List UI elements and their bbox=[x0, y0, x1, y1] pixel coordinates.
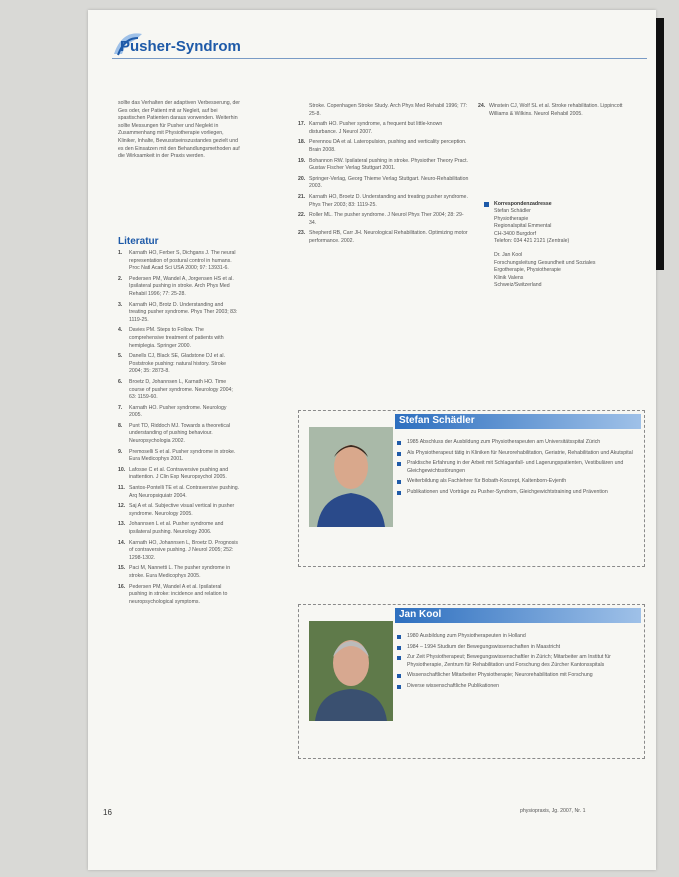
bio-item bbox=[397, 654, 637, 669]
address-line: CH-3400 Burgdorf bbox=[494, 230, 537, 237]
reference-text: Karnath HO, Ferber S, Dichgans J. The neural representation of postural control in humans. Proc Natl Acad Sci USA 2000; 97: 13931-6. bbox=[129, 250, 236, 272]
author-box-kool bbox=[298, 604, 645, 759]
reference-item bbox=[118, 302, 240, 325]
reference-item bbox=[478, 103, 628, 118]
bio-item bbox=[397, 683, 637, 691]
bio-item bbox=[397, 489, 637, 497]
bio-item bbox=[397, 439, 637, 447]
bio-item-text: 1985 Abschluss der Ausbildung zum Physiotherapeuten am Universitätsspital Zürich bbox=[407, 439, 601, 445]
reference-number: 14. bbox=[118, 539, 126, 546]
reference-number: 17. bbox=[298, 121, 306, 128]
reference-number: 9. bbox=[118, 448, 123, 455]
bio-item-text: Weiterbildung als Fachlehrer für Bobath-Konzept, Kaltenborn-Evjenth bbox=[407, 478, 567, 485]
bullet-square-icon bbox=[397, 646, 401, 650]
reference-item bbox=[118, 379, 240, 402]
bio-item-text: Diverse wissenschaftliche Publikationen bbox=[407, 682, 499, 689]
bullet-square-icon bbox=[397, 480, 401, 484]
reference-number: 4. bbox=[118, 327, 123, 334]
reference-item bbox=[298, 103, 470, 118]
bio-item-text: 1984 – 1994 Studium der Bewegungswissenschaften in Maastricht bbox=[407, 643, 561, 650]
reference-text: Punt TD, Riddoch MJ. Towards a theoretical understanding of pushing behaviour. Neuropsychologia 2002. bbox=[129, 422, 231, 445]
reference-item bbox=[298, 230, 470, 245]
author-name: Stefan Schädler bbox=[399, 415, 475, 426]
reference-number: 18. bbox=[298, 139, 306, 146]
reference-text: Springer-Verlag, Georg Thieme Verlag Stuttgart. Neuro-Rehabilitation 2003. bbox=[309, 175, 469, 190]
bullet-square-icon bbox=[397, 656, 401, 660]
reference-text: Broetz D, Johannsen L, Karnath HO. Time course of pusher syndrome. Neurology 2004; 63: 1159-60. bbox=[129, 378, 233, 401]
reference-item bbox=[298, 176, 470, 191]
reference-text: Davies PM. Steps to Follow. The comprehensive treatment of patients with hemiplegia. Springer 2000. bbox=[129, 327, 224, 349]
reference-number: 7. bbox=[118, 404, 123, 411]
page-number: 16 bbox=[103, 808, 112, 817]
address-line: Forschungsleitung Gesundheit und Soziales bbox=[494, 259, 596, 266]
reference-number: 2. bbox=[118, 275, 123, 282]
address-heading: Korrespondenzadresse bbox=[494, 201, 552, 207]
bio-item bbox=[397, 633, 637, 641]
author-name: Jan Kool bbox=[399, 609, 442, 620]
bio-item-text: Publikationen und Vorträge zu Pusher-Syndrom, Gleichgewichtstraining und Prävention bbox=[407, 488, 608, 495]
author-name-bar bbox=[395, 608, 641, 623]
reference-text: Premoselli S et al. Pusher syndrome in stroke. Eura Medicophys 2001. bbox=[129, 448, 236, 463]
reference-number bbox=[298, 103, 309, 118]
bullet-square-icon bbox=[397, 441, 401, 445]
reference-number: 1. bbox=[118, 250, 123, 256]
bullet-square-icon bbox=[484, 202, 489, 207]
reference-item bbox=[118, 565, 240, 580]
journal-footer: physiopraxis, Jg. 2007, Nr. 1 bbox=[520, 808, 586, 814]
address-line: Stefan Schädler bbox=[494, 208, 531, 215]
reference-text: Paci M, Nannetti L. The pusher syndrome in stroke. Eura Medicophys 2005. bbox=[129, 565, 231, 579]
reference-text: Santos-Pontelli TE et al. Contraversive pushing. Arq Neuropsiquiatr 2004. bbox=[129, 485, 240, 499]
bio-item bbox=[397, 672, 637, 680]
reference-text: Karnath HO. Pusher syndrome. Neurology 2005. bbox=[129, 404, 227, 419]
bio-item-text: Als Physiotherapeut tätig in Kliniken für Neurorehabilitation, Geriatrie, Rehabilitation und Akutspital bbox=[407, 449, 633, 456]
author-box-schaedler bbox=[298, 410, 645, 567]
bullet-square-icon bbox=[397, 462, 401, 466]
reference-number: 24. bbox=[478, 103, 486, 109]
reference-number: 3. bbox=[118, 301, 123, 308]
bullet-square-icon bbox=[397, 674, 401, 678]
reference-number: 22. bbox=[298, 212, 306, 219]
reference-text: Roller ML. The pusher syndrome. J Neurol Phys Ther 2004; 28: 29-34. bbox=[309, 212, 464, 226]
reference-number: 20. bbox=[298, 175, 306, 182]
bullet-square-icon bbox=[397, 452, 401, 456]
reference-item bbox=[298, 194, 470, 209]
bio-list bbox=[397, 439, 637, 500]
address-line: Telefon: 034 421 2121 (Zentrale) bbox=[494, 238, 570, 245]
reference-item bbox=[298, 158, 470, 173]
references-column-3 bbox=[478, 103, 628, 121]
reference-item bbox=[118, 327, 240, 350]
author-photo bbox=[309, 621, 393, 721]
references-column-1 bbox=[118, 250, 240, 609]
reference-text: Johannsen L et al. Pusher syndrome and ipsilateral pushing. Neurology 2006. bbox=[129, 521, 224, 535]
literature-heading: Literatur bbox=[118, 236, 159, 247]
reference-text: Stroke. Copenhagen Stroke Study. Arch Phys Med Rehabil 1996; 77: 25-8. bbox=[309, 103, 468, 117]
reference-text: Karnath HO, Brotz D. Understanding and treating pusher syndrome. Phys Ther 2003; 83: 1119-25. bbox=[129, 301, 238, 323]
bio-item-text: Praktische Erfahrung in der Arbeit mit Schlaganfall- und Lagerungspatienten, Vestibulären und Gleichgewichtsstörungen bbox=[407, 460, 624, 474]
reference-item bbox=[118, 540, 240, 563]
reference-item bbox=[118, 485, 240, 500]
address-line: Schweiz/Switzerland bbox=[494, 282, 542, 289]
reference-text: Danells CJ, Black SE, Gladstone DJ et al. Poststroke pushing: natural history. Stroke 2004; 35: 2873-8. bbox=[129, 353, 227, 375]
address-line: Klinik Valens bbox=[494, 274, 524, 281]
bio-item bbox=[397, 450, 637, 458]
page-title: Pusher-Syndrom bbox=[120, 38, 241, 55]
bullet-square-icon bbox=[397, 491, 401, 495]
reference-text: Pedersen PM, Wandel A, Jorgensen HS et al. Ipsilateral pushing in stroke. Arch Phys Med Rehabil 1996; 77: 25-28. bbox=[129, 275, 234, 297]
reference-number: 23. bbox=[298, 230, 306, 237]
reference-number: 15. bbox=[118, 565, 126, 572]
bio-item bbox=[397, 460, 637, 475]
reference-item bbox=[118, 584, 240, 607]
reference-text: Saj A et al. Subjective visual vertical in pusher syndrome. Neurology 2005. bbox=[129, 503, 235, 517]
reference-number: 19. bbox=[298, 157, 306, 164]
address-line: Dr. Jan Kool bbox=[494, 252, 523, 259]
bullet-square-icon bbox=[397, 685, 401, 689]
page-edge-shadow bbox=[656, 18, 664, 270]
references-column-2 bbox=[298, 103, 470, 249]
reference-number: 11. bbox=[118, 485, 125, 492]
reference-number: 5. bbox=[118, 353, 123, 360]
reference-item bbox=[118, 467, 240, 482]
reference-text: Lafosse C et al. Contraversive pushing and inattention. J Clin Exp Neuropsychol 2005. bbox=[129, 466, 229, 481]
reference-number: 12. bbox=[118, 503, 126, 510]
reference-text: Pedersen PM, Wandel A et al. Ipsilateral pushing in stroke: incidence and relation to neuropsychological symptoms. bbox=[129, 583, 228, 605]
reference-text: Shepherd RB, Carr JH. Neurological Rehabilitation. Optimizing motor performance. 2002. bbox=[309, 230, 468, 244]
address-line: Ergotherapie, Physiotherapie bbox=[494, 267, 561, 274]
reference-text: Karnath HO, Broetz D. Understanding and treating pusher syndrome. Phys Ther 2003; 83: 1119-25. bbox=[309, 193, 468, 208]
reference-text: Perennou DA et al. Lateropulsion, pushing and verticality perception. Brain 2008. bbox=[309, 139, 467, 153]
reference-number: 6. bbox=[118, 378, 123, 385]
bio-item-text: 1980 Ausbildung zum Physiotherapeuten in Holland bbox=[407, 633, 526, 639]
reference-text: Bohannon RW. Ipsilateral pushing in stroke. Physiother Theory Pract. Gustav Fischer Verlag Stuttgart 2001. bbox=[309, 157, 468, 172]
correspondence-address bbox=[484, 201, 634, 289]
reference-item bbox=[118, 276, 240, 299]
reference-item bbox=[118, 449, 240, 464]
reference-number: 16. bbox=[118, 583, 126, 590]
reference-item bbox=[118, 521, 240, 536]
reference-item bbox=[298, 121, 470, 136]
address-line: Physiotherapie bbox=[494, 215, 529, 222]
reference-number: 21. bbox=[298, 193, 306, 200]
reference-number: 10. bbox=[118, 466, 126, 473]
reference-item bbox=[118, 250, 240, 273]
reference-item bbox=[118, 503, 240, 518]
reference-number: 13. bbox=[118, 521, 126, 528]
reference-item bbox=[118, 405, 240, 420]
bio-item-text: Wissenschaftlicher Mitarbeiter Physiotherapie; Neurorehabilitation mit Forschung bbox=[407, 672, 593, 679]
bio-item bbox=[397, 478, 637, 486]
author-name-bar bbox=[395, 414, 641, 429]
bullet-square-icon bbox=[397, 635, 401, 639]
reference-item bbox=[298, 212, 470, 227]
address-line: Regionalspital Emmental bbox=[494, 223, 552, 230]
reference-text: Karnath HO, Johannsen L, Broetz D. Prognosis of contraversive pushing. J Neurol 2005; 252: 1298-1302. bbox=[129, 539, 238, 561]
bio-list bbox=[397, 633, 637, 694]
bio-item bbox=[397, 644, 637, 652]
reference-item bbox=[118, 423, 240, 446]
bio-item-text: Zur Zeit Physiotherapeut; Bewegungswissenschaftler in Zürich; Mitarbeiter am Institut für Physiotherapie, Zentrum für Rehabilitation und Forschung des Zürcher Kantonsspitals bbox=[407, 654, 611, 668]
reference-number: 8. bbox=[118, 422, 123, 429]
reference-item bbox=[118, 353, 240, 376]
intro-paragraph: sollte das Verhalten der adaptiven Verbesserung, der Ges oder, der Patient mit ar Negleit, auf bei spastischen Patienten daraus vorwenden. Weiterhin sollte Messungen für Pusher und Neglekt in Zusammenhang mit Physiotherapie vorliegen, Kliniker, Inhalte, Bewusstseinszustandes gezielt und es den Einsatzen mit den Behandlungsmethoden auf die Wirksamkeit in der Praxis werden. bbox=[118, 100, 240, 160]
author-photo bbox=[309, 427, 393, 527]
reference-text: Karnath HO. Pusher syndrome, a frequent but little-known disturbance. J Neurol 2007. bbox=[309, 121, 443, 135]
header-divider bbox=[112, 58, 647, 59]
reference-item bbox=[298, 139, 470, 154]
reference-text: Winstein CJ, Wolf SL et al. Stroke rehabilitation. Lippincott Williams & Wilkins. Neurol Rehabil 2005. bbox=[489, 103, 623, 117]
